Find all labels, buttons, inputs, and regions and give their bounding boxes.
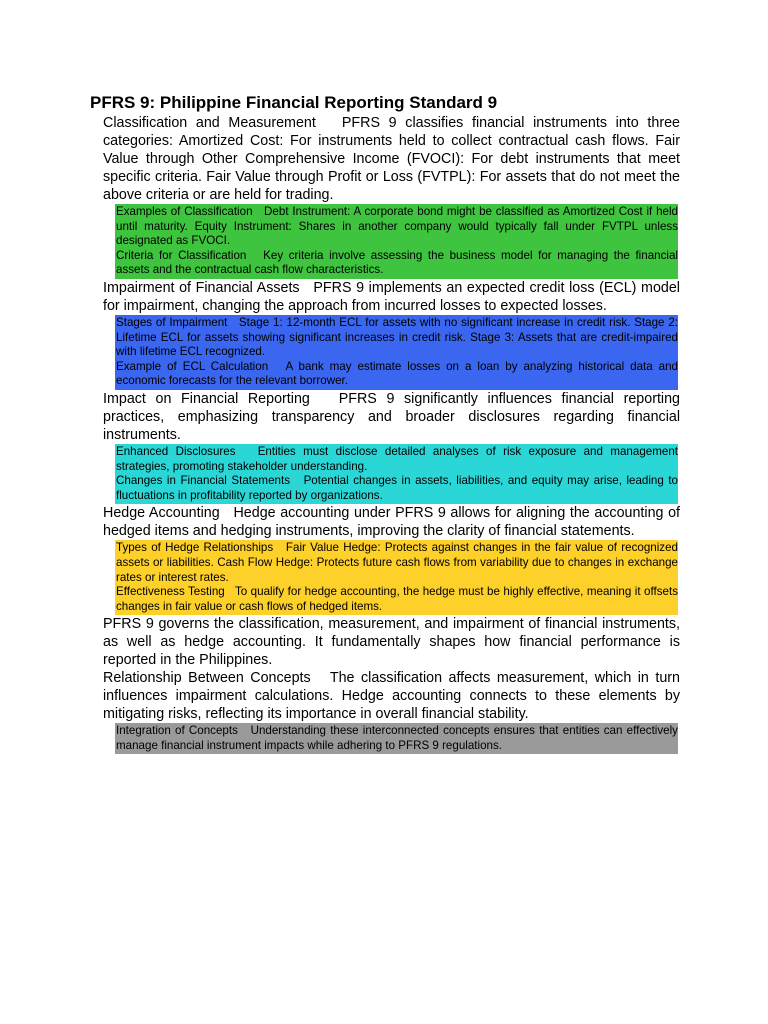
impairment-paragraph: [103, 279, 680, 315]
impact-heading: Impact on Financial Reporting: [103, 390, 310, 407]
note-text: To qualify for hedge accounting, the hedge must be highly effective, meaning it offsets changes in fair value or cash flows of hedged items.: [116, 585, 678, 613]
impairment-text: PFRS 9 implements an expected credit loss (ECL) model for impairment, changing the approach from incurred losses to expected losses.: [103, 279, 680, 314]
document-page: [90, 92, 680, 754]
note-heading: Integration of Concepts: [116, 724, 238, 738]
relationship-heading: Relationship Between Concepts: [103, 670, 311, 687]
note-heading: Examples of Classification: [116, 205, 253, 218]
document-title: PFRS 9: Philippine Financial Reporting Standard 9: [90, 93, 498, 112]
note-heading: Stages of Impairment: [116, 315, 228, 329]
hedge-paragraph: [103, 504, 680, 540]
impact-text: PFRS 9 significantly influences financial reporting practices, emphasizing transparency and broader disclosures regarding financial instruments.: [103, 390, 680, 443]
hedge-notes-box: [115, 540, 678, 615]
impact-notes-box: [115, 444, 678, 504]
impairment-notes-box: [115, 315, 678, 390]
note-text: Stage 1: 12-month ECL for assets with no significant increase in credit risk. Stage 2: Lifetime ECL for assets showing significant increases in credit risk. Stage 3: Assets that are credit-impaired with lifetime ECL recognized.: [116, 315, 679, 359]
classification-text: PFRS 9 classifies financial instruments into three categories: Amortized Cost: For instruments held to collect contractual cash flows. Fair Value through Other Comprehensive Income (FVOCI): For debt instruments that meet specific criteria. Fair Value through Profit or Loss (FVTPL): For assets that do not meet the above criteria or are held for trading.: [103, 115, 680, 203]
note-heading: Example of ECL Calculation: [116, 359, 269, 373]
note-stages-of-impairment: [116, 316, 678, 360]
note-text: Key criteria involve assessing the business model for managing the financial assets and the contractual cash flow characteristics.: [116, 248, 678, 277]
impact-paragraph: [103, 390, 680, 444]
note-text: Understanding these interconnected concepts ensures that entities can effectively manage financial instrument impacts while adhering to PFRS 9 regulations.: [116, 724, 678, 752]
note-example-of-ecl-calculation: [116, 360, 678, 389]
classification-paragraph: [103, 114, 680, 204]
note-examples-of-classification: [116, 205, 678, 249]
note-types-of-hedge-relationships: [116, 541, 678, 585]
note-integration-of-concepts: [116, 724, 678, 753]
impairment-heading: Impairment of Financial Assets: [103, 279, 300, 296]
note-heading: Effectiveness Testing: [116, 585, 225, 599]
hedge-heading: Hedge Accounting: [103, 505, 220, 522]
note-heading: Criteria for Classification: [116, 248, 247, 262]
note-criteria-for-classification: [116, 249, 678, 278]
hedge-text: Hedge accounting under PFRS 9 allows for aligning the accounting of hedged items and hedging instruments, improving the clarity of financial statements.: [103, 505, 681, 540]
relationship-paragraph: [103, 669, 680, 723]
classification-heading: Classification and Measurement: [103, 115, 316, 131]
note-effectiveness-testing: [116, 585, 678, 614]
note-text: Fair Value Hedge: Protects against changes in the fair value of recognized assets or liabilities. Cash Flow Hedge: Protects future cash flows from variability due to changes in exchange rates or interest rates.: [116, 541, 678, 584]
note-heading: Changes in Financial Statements: [116, 474, 291, 488]
relationship-text: The classification affects measurement, which in turn influences impairment calculations. Hedge accounting connects to these elements by mitigating risks, reflecting its importance in overall financial stability.: [103, 670, 680, 723]
note-heading: Enhanced Disclosures: [116, 444, 236, 458]
note-changes-in-financial-statements: [116, 474, 678, 503]
note-text: Debt Instrument: A corporate bond might be classified as Amortized Cost if held until maturity. Equity Instrument: Shares in another company would typically fall under FVTPL unless designated as FVOCI.: [116, 205, 678, 248]
note-enhanced-disclosures: [116, 445, 678, 474]
note-text: Entities must disclose detailed analyses of risk exposure and management strategies, promoting stakeholder understanding.: [116, 444, 678, 473]
note-text: Potential changes in assets, liabilities, and equity may arise, leading to fluctuations in profitability reported by organizations.: [116, 474, 679, 502]
summary-text: PFRS 9 governs the classification, measurement, and impairment of financial instruments, as well as hedge accounting. It fundamentally shapes how financial performance is reported in the Philippines.: [103, 616, 680, 669]
summary-paragraph: [103, 615, 680, 669]
note-heading: Types of Hedge Relationships: [116, 541, 274, 555]
classification-notes-box: [115, 204, 678, 279]
note-text: A bank may estimate losses on a loan by analyzing historical data and economic forecasts for the relevant borrower.: [116, 359, 679, 388]
relationship-notes-box: [115, 723, 678, 754]
